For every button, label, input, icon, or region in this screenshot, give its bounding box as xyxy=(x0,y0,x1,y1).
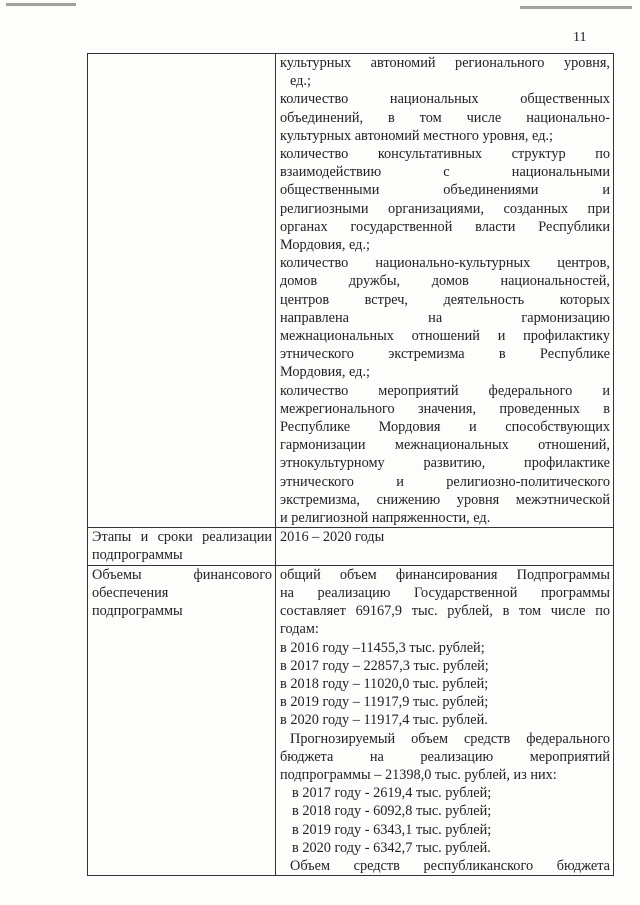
page-number: 11 xyxy=(573,30,587,45)
text-line: составляет 69167,9 тыс. рублей, в том числе по xyxy=(280,603,610,620)
stages-label-text xyxy=(92,528,272,564)
text-line: Этапы и сроки реализации xyxy=(92,529,272,546)
text-line: Мордовия, ед.; xyxy=(280,364,370,381)
table-row xyxy=(88,54,614,528)
text-line: в 2016 году –11455,3 тыс. рублей; xyxy=(280,639,485,656)
text-line: ед.; xyxy=(290,73,311,90)
text-line: в 2017 году – 22857,3 тыс. рублей; xyxy=(280,657,489,674)
text-line: органах государственной власти Республики xyxy=(280,218,610,235)
text-line: Республике Мордовия и способствующих xyxy=(280,419,610,436)
text-line: и религиозной напряженности, ед. xyxy=(280,510,491,527)
text-line: подпрограммы – 21398,0 тыс. рублей, из них: xyxy=(280,766,557,783)
text-line: обеспечения xyxy=(92,584,169,601)
table-row xyxy=(88,565,614,875)
text-line: домов дружбы, домов национальностей, xyxy=(280,273,610,290)
text-line: направлена на гармонизацию xyxy=(280,309,610,326)
funding-label-text xyxy=(92,566,272,621)
text-line: количество мероприятий федерального и xyxy=(280,382,610,399)
text-line: в 2020 году – 11917,4 тыс. рублей. xyxy=(280,712,488,729)
text-line: бюджета на реализацию мероприятий xyxy=(280,748,610,765)
text-line: в 2018 году – 11020,0 тыс. рублей; xyxy=(280,675,489,692)
table-cell-left xyxy=(88,54,276,528)
text-line: Объемы финансового xyxy=(92,566,272,583)
text-line: религиозными организациями, созданных при xyxy=(280,200,610,217)
table-cell-stages-value xyxy=(276,528,614,565)
text-line: количество консультативных структур по xyxy=(280,146,610,163)
text-line: этнического и религиозно-политического xyxy=(280,473,610,490)
text-line: в 2018 году - 6092,8 тыс. рублей; xyxy=(292,803,492,820)
table-cell-indicators xyxy=(276,54,614,528)
text-line: в 2020 году - 6342,7 тыс. рублей. xyxy=(292,839,491,856)
text-line: взаимодействию с национальными xyxy=(280,164,610,181)
text-line: культурных автономий местного уровня, ед.; xyxy=(280,127,554,144)
table-cell-stages-label xyxy=(88,528,276,565)
text-line: количество национально-культурных центров, xyxy=(280,255,610,272)
text-line: общественными объединениями и xyxy=(280,182,610,199)
text-line: Прогнозируемый объем средств федерального xyxy=(290,730,610,747)
text-line: в 2019 году - 6343,1 тыс. рублей; xyxy=(292,821,492,838)
text-line: 2016 – 2020 годы xyxy=(280,529,385,546)
text-line: экстремизма, снижению уровня межэтнической xyxy=(280,491,610,508)
text-line: центров встреч, деятельность которых xyxy=(280,291,610,308)
text-line: подпрограммы xyxy=(92,547,183,564)
text-line: в 2019 году – 11917,9 тыс. рублей; xyxy=(280,694,489,711)
text-line: этнического экстремизма в Республике xyxy=(280,346,610,363)
program-passport-table xyxy=(87,53,614,876)
text-line: межрегионального значения, проведенных в xyxy=(280,400,610,417)
table-cell-funding-label xyxy=(88,565,276,875)
text-line: объединений, в том числе национально- xyxy=(280,109,610,126)
text-line: подпрограммы xyxy=(92,603,183,620)
text-line: в 2017 году - 2619,4 тыс. рублей; xyxy=(292,785,492,802)
text-line: на реализацию Государственной программы xyxy=(280,584,610,601)
text-line: Объем средств республиканского бюджета xyxy=(290,857,610,874)
text-line: общий объем финансирования Подпрограммы xyxy=(280,566,610,583)
text-line: годам: xyxy=(280,621,319,638)
text-line: межнациональных отношений и профилактику xyxy=(280,328,610,345)
text-line: количество национальных общественных xyxy=(280,91,610,108)
text-line: Мордовия, ед.; xyxy=(280,237,370,254)
scan-artifact-top-right xyxy=(520,6,632,9)
funding-value-text xyxy=(280,566,610,875)
text-line: этнокультурному развитию, профилактике xyxy=(280,455,610,472)
stages-value-text xyxy=(280,528,610,546)
table-row xyxy=(88,528,614,565)
table-cell-funding-value xyxy=(276,565,614,875)
scan-artifact-top-left xyxy=(6,3,76,6)
indicators-text xyxy=(280,54,610,527)
text-line: культурных автономий регионального уровня, xyxy=(280,55,610,71)
text-line: гармонизации межнациональных отношений, xyxy=(280,437,610,454)
